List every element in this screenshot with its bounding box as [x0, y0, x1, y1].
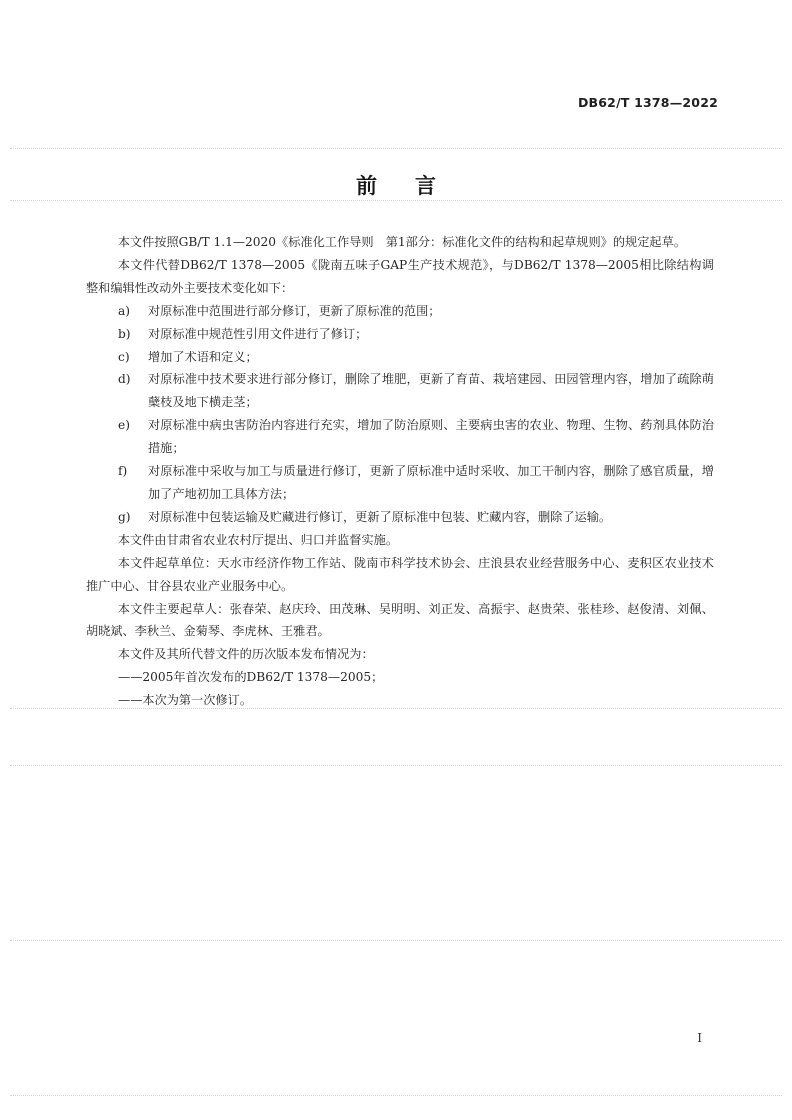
divider [10, 1095, 782, 1096]
history-item: ——2005年首次发布的DB62/T 1378—2005； [118, 670, 384, 685]
list-item [86, 323, 714, 346]
list-item-text: 对原标准中采收与加工与质量进行修订，更新了原标准中适时采收、加工干制内容，删除了感官质量，增加了产地初加工具体方法； [148, 464, 714, 501]
history-item: ——本次为第一次修订。 [118, 693, 253, 708]
divider [10, 200, 782, 201]
divider [10, 940, 782, 941]
list-item-marker: d) [118, 372, 131, 387]
list-item-marker: a) [118, 303, 131, 318]
paragraph-history-intro: 本文件及其所代替文件的历次版本发布情况为： [117, 647, 374, 662]
page-title: 前言 [356, 174, 474, 198]
paragraph-drafting-basis: 本文件按照GB/T 1.1—2020《标准化工作导则 第1部分：标准化文件的结构和起草规则》的规定起草。 [117, 235, 686, 249]
list-item-text: 对原标准中包装运输及贮藏进行修订，更新了原标准中包装、贮藏内容，删除了运输。 [148, 509, 612, 524]
page-number: I [697, 1031, 702, 1045]
document-code: DB62/T 1378—2022 [577, 95, 718, 110]
divider [10, 148, 782, 149]
list-item [86, 368, 714, 414]
list-item-text: 对原标准中病虫害防治内容进行充实，增加了防治原则、主要病虫害的农业、物理、生物、药剂具体防治措施； [148, 418, 714, 456]
foreword-body [86, 231, 714, 712]
divider [10, 765, 782, 766]
list-item-marker: c) [118, 349, 130, 364]
list-item [86, 346, 714, 369]
list-item-text: 对原标准中范围进行部分修订，更新了原标准的范围； [148, 303, 441, 318]
list-item [86, 506, 714, 529]
paragraph-proposer: 本文件由甘肃省农业农村厅提出、归口并监督实施。 [117, 532, 399, 547]
list-item-text: 对原标准中技术要求进行部分修订，删除了堆肥，更新了育苗、栽培建园、田园管理内容，增加了疏除萌蘖枝及地下横走茎； [148, 372, 714, 410]
list-item-marker: b) [118, 326, 131, 341]
paragraph-drafting-units: 本文件起草单位：天水市经济作物工作站、陇南市科学技术协会、庄浪县农业经营服务中心、麦积区农业技术推广中心、甘谷县农业产业服务中心。 [86, 555, 714, 593]
list-item-text: 增加了术语和定义； [148, 349, 258, 364]
list-item-marker: f) [118, 464, 128, 479]
paragraph-replacement: 本文件代替DB62/T 1378—2005《陇南五味子GAP生产技术规范》，与DB62/T 1378—2005相比除结构调整和编辑性改动外主要技术变化如下： [86, 257, 714, 295]
changes-list [86, 300, 714, 529]
list-item-marker: e) [118, 418, 130, 433]
list-item [86, 414, 714, 460]
paragraph-drafters: 本文件主要起草人：张春荣、赵庆玲、田茂琳、吴明明、刘正发、高振宇、赵贵荣、张桂珍、赵俊清、刘佩、胡晓斌、李秋兰、金菊琴、李虎林、王雅君。 [86, 601, 714, 639]
list-item [86, 460, 714, 506]
list-item [86, 300, 714, 323]
list-item-marker: g) [118, 509, 131, 524]
list-item-text: 对原标准中规范性引用文件进行了修订； [148, 326, 368, 341]
